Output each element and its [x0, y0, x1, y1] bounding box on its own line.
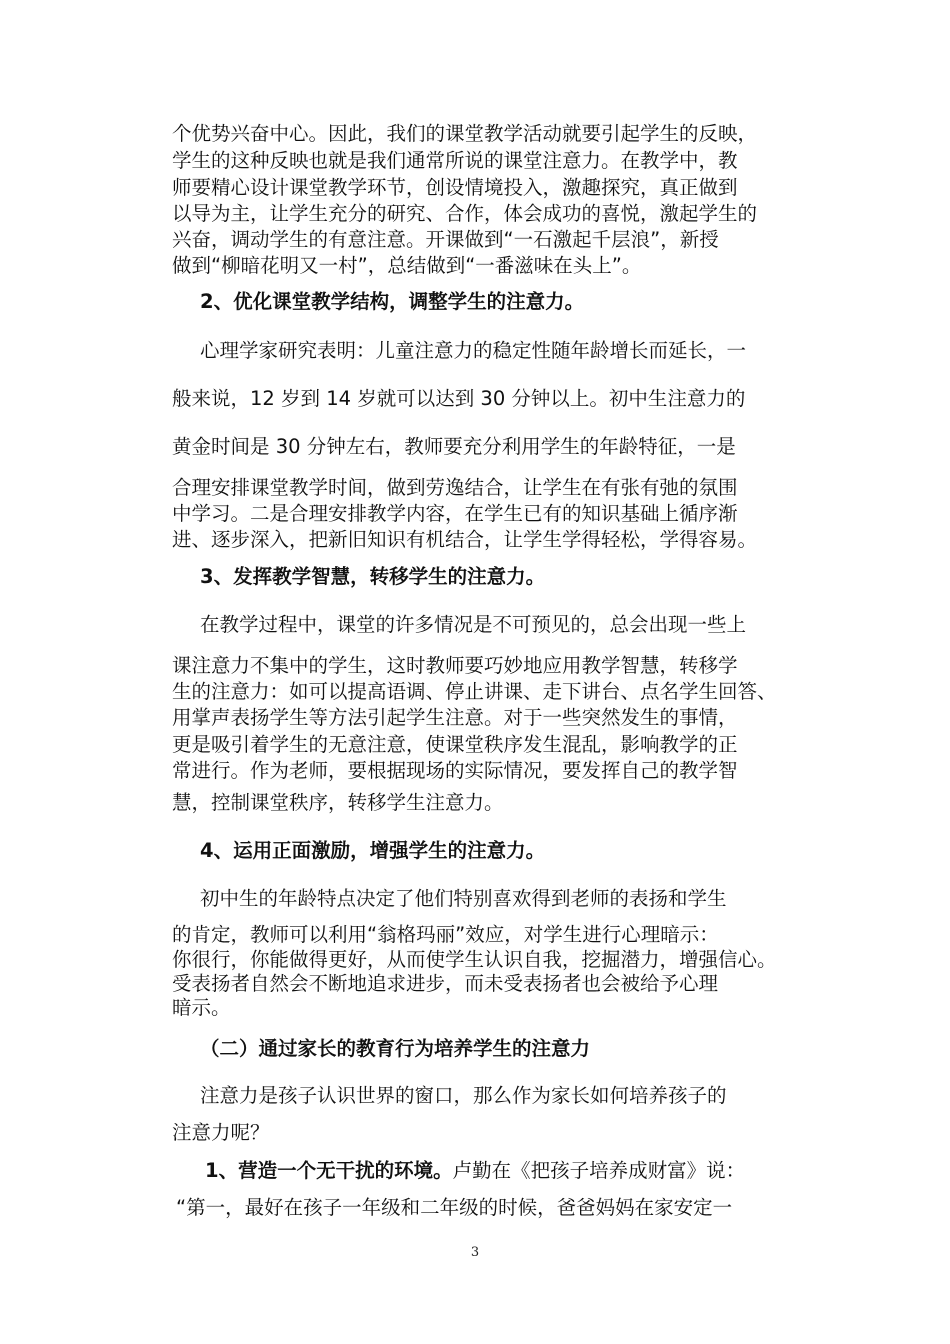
paragraph-line: 兴奋，调动学生的有意注意。开课做到“一石激起千层浪”，新授: [172, 228, 719, 251]
paragraph-line: 你很行，你能做得更好，从而使学生认识自我，挖掘潜力，增强信心。: [172, 948, 777, 971]
lead-rest: 卢勤在《把孩子培养成财富》说：: [452, 1159, 746, 1182]
paragraph-line: 心理学家研究表明：儿童注意力的稳定性随年龄增长而延长，一: [200, 339, 747, 362]
section-heading: 3、发挥教学智慧，转移学生的注意力。: [200, 565, 546, 588]
paragraph-line: 初中生的年龄特点决定了他们特别喜欢得到老师的表扬和学生: [200, 887, 727, 910]
paragraph-line: 黄金时间是 30 分钟左右，教师要充分利用学生的年龄特征，一是: [172, 435, 736, 458]
paragraph-line: 进、逐步深入，把新旧知识有机结合，让学生学得轻松，学得容易。: [172, 528, 758, 551]
section-heading: 2、优化课堂教学结构，调整学生的注意力。: [200, 290, 585, 313]
paragraph-line: 用掌声表扬学生等方法引起学生注意。对于一些突然发生的事情，: [172, 706, 738, 729]
section-heading: 4、运用正面激励，增强学生的注意力。: [200, 839, 546, 862]
paragraph-line: 以导为主，让学生充分的研究、合作，体会成功的喜悦，激起学生的: [172, 202, 758, 225]
paragraph-line: 更是吸引着学生的无意注意，使课堂秩序发生混乱，影响教学的正: [172, 733, 738, 756]
paragraph-line: 的肯定，教师可以利用“翁格玛丽”效应，对学生进行心理暗示：: [172, 923, 719, 946]
paragraph-line: 般来说，12 岁到 14 岁就可以达到 30 分钟以上。初中生注意力的: [172, 387, 746, 410]
paragraph-line: 生的注意力：如可以提高语调、停止讲课、走下讲台、点名学生回答、: [172, 680, 777, 703]
paragraph-line: [205, 1158, 817, 1184]
paragraph-line: 个优势兴奋中心。因此，我们的课堂教学活动就要引起学生的反映，: [172, 122, 758, 145]
paragraph-line: 暗示。: [172, 996, 231, 1019]
paragraph-line: 中学习。二是合理安排教学内容，在学生已有的知识基础上循序渐: [172, 502, 738, 525]
paragraph-line: 注意力呢？: [172, 1121, 270, 1144]
section-heading: （二）通过家长的教育行为培养学生的注意力: [200, 1037, 591, 1060]
paragraph-line: 受表扬者自然会不断地追求进步，而未受表扬者也会被给予心理: [172, 972, 719, 995]
paragraph-line: 慧，控制课堂秩序，转移学生注意力。: [172, 791, 504, 814]
page-number: 3: [470, 1245, 480, 1260]
paragraph-line: 常进行。作为老师，要根据现场的实际情况，要发挥自己的教学智: [172, 759, 738, 782]
paragraph-line: 课注意力不集中的学生，这时教师要巧妙地应用教学智慧，转移学: [172, 654, 738, 677]
paragraph-line: 注意力是孩子认识世界的窗口，那么作为家长如何培养孩子的: [200, 1084, 727, 1107]
paragraph-line: 学生的这种反映也就是我们通常所说的课堂注意力。在教学中，教: [172, 149, 738, 172]
paragraph-line: 师要精心设计课堂教学环节，创设情境投入，激趣探究，真正做到: [172, 176, 738, 199]
paragraph-line: 合理安排课堂教学时间，做到劳逸结合，让学生在有张有弛的氛围: [172, 476, 738, 499]
paragraph-line: 做到“柳暗花明又一村”，总结做到“一番滋味在头上”。: [172, 254, 642, 277]
paragraph-line: “第一，最好在孩子一年级和二年级的时候，爸爸妈妈在家安定一: [176, 1196, 733, 1219]
bold-lead: 1、营造一个无干扰的环境。: [205, 1159, 453, 1182]
paragraph-line: 在教学过程中，课堂的许多情况是不可预见的，总会出现一些上: [200, 613, 747, 636]
